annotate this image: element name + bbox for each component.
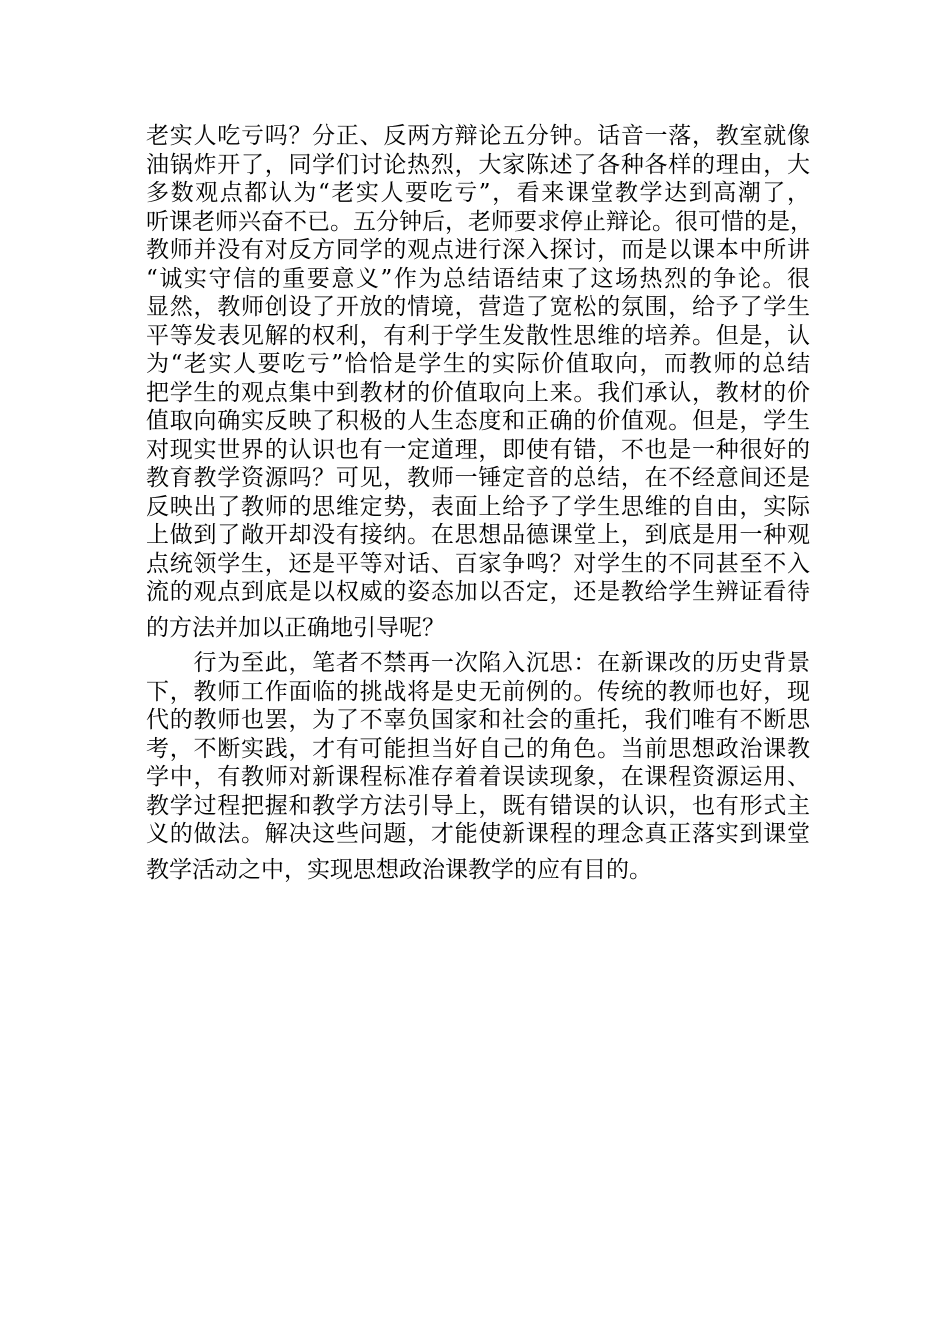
paragraph-line: 教育教学资源吗？可见，教师一锤定音的总结，在不经意间还是 <box>146 465 810 491</box>
paragraph-1 <box>146 122 813 642</box>
document-body <box>146 122 813 884</box>
paragraph-2 <box>146 649 810 884</box>
paragraph-line: 点统领学生，还是平等对话、百家争鸣？对学生的不同甚至不入 <box>146 550 810 577</box>
paragraph-line: 学中，有教师对新课程标准存着着误读现象，在课程资源运用、 <box>146 764 810 790</box>
paragraph-line: 考，不断实践，才有可能担当好自己的角色。当前思想政治课教 <box>146 735 810 762</box>
paragraph-line: 的方法并加以正确地引导呢？ <box>146 614 445 641</box>
paragraph-line: 下，教师工作面临的挑战将是史无前例的。传统的教师也好，现 <box>146 678 810 705</box>
paragraph-line: 对现实世界的认识也有一定道理，即使有错，不也是一种很好的 <box>146 436 810 463</box>
paragraph-line: 老实人吃亏吗？分正、反两方辩论五分钟。话音一落，教室就像 <box>146 123 810 149</box>
paragraph-line: 平等发表见解的权利，有利于学生发散性思维的培养。但是，认 <box>146 322 810 349</box>
paragraph-line: 把学生的观点集中到教材的价值取向上来。我们承认，教材的价 <box>146 379 810 406</box>
paragraph-line: 上做到了敞开却没有接纳。在思想品德课堂上，到底是用一种观 <box>146 522 810 548</box>
paragraph-line: 代的教师也罢，为了不辜负国家和社会的重托，我们唯有不断思 <box>146 707 810 733</box>
paragraph-line: 听课老师兴奋不已。五分钟后，老师要求停止辩论。很可惜的是， <box>146 208 813 235</box>
paragraph-line: 多数观点都认为“老实人要吃亏”，看来课堂教学达到高潮了， <box>146 180 810 206</box>
paragraph-gap <box>146 642 810 649</box>
paragraph-line: “诚实守信的重要意义”作为总结语结束了这场热烈的争论。很 <box>146 265 810 292</box>
paragraph-line: 显然，教师创设了开放的情境，营造了宽松的氛围，给予了学生 <box>146 294 810 320</box>
paragraph-line: 值取向确实反映了积极的人生态度和正确的价值观。但是，学生 <box>146 408 810 434</box>
paragraph-line: 反映出了教师的思维定势，表面上给予了学生思维的自由，实际 <box>146 493 810 520</box>
paragraph-line: 油锅炸开了，同学们讨论热烈，大家陈述了各种各样的理由，大 <box>146 151 810 178</box>
paragraph-line: 义的做法。解决这些问题，才能使新课程的理念真正落实到课堂 <box>146 821 810 847</box>
paragraph-line: 教师并没有对反方同学的观点进行深入探讨，而是以课本中所讲 <box>146 237 810 263</box>
paragraph-line: 行为至此，笔者不禁再一次陷入沉思：在新课改的历史背景 <box>146 650 810 676</box>
paragraph-line: 教学过程把握和教学方法引导上，既有错误的认识，也有形式主 <box>146 792 810 819</box>
paragraph-line: 流的观点到底是以权威的姿态加以否定，还是教给学生辨证看待 <box>146 579 810 605</box>
paragraph-line: 教学活动之中，实现思想政治课教学的应有目的。 <box>146 856 652 883</box>
paragraph-line: 为“老实人要吃亏”恰恰是学生的实际价值取向，而教师的总结 <box>146 351 810 377</box>
